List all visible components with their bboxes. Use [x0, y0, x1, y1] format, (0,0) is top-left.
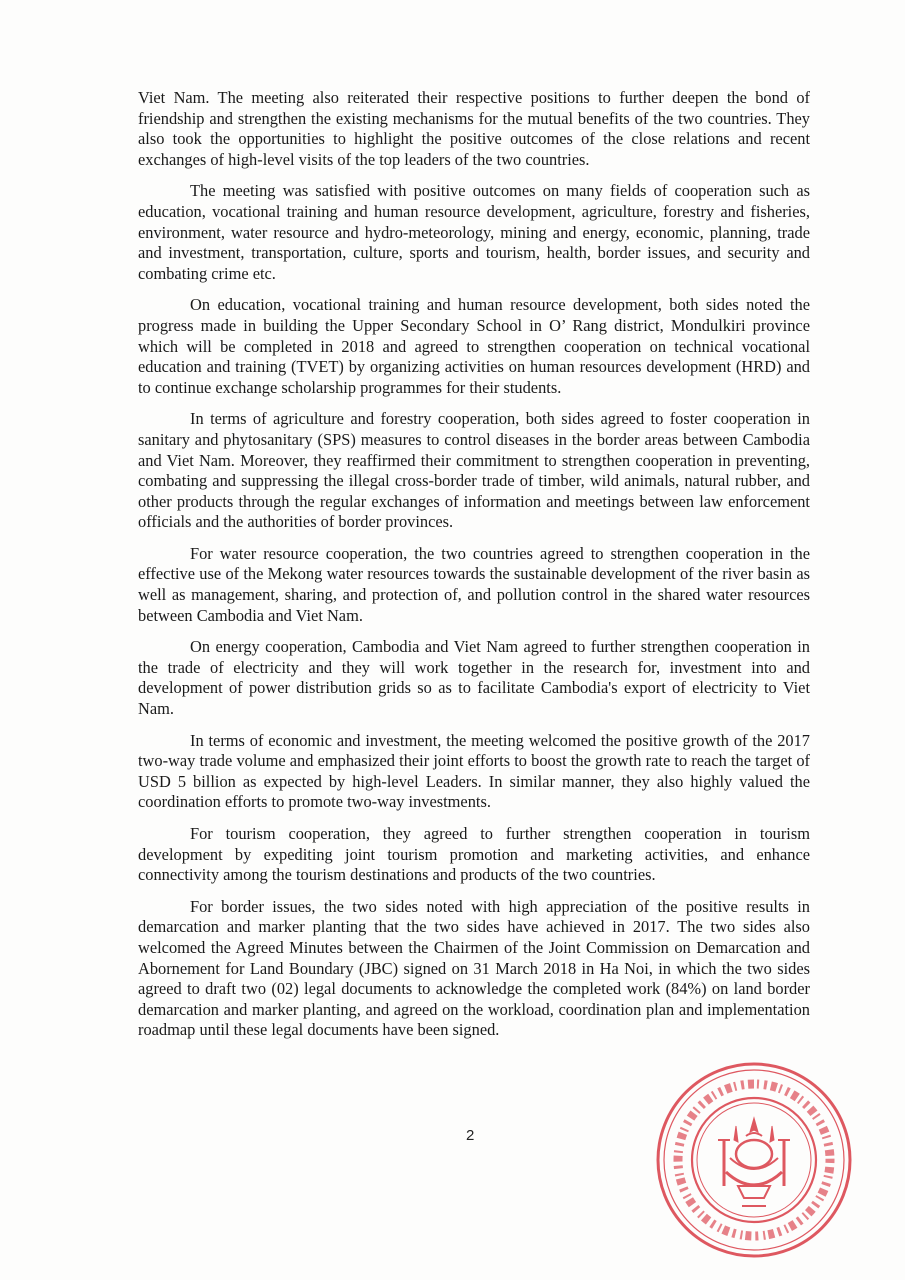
paragraph-outcomes: The meeting was satisfied with positive outcomes on many fields of cooperation such as education, vocational training and human resource development, agriculture, forestry and fisheries, environment, water resource and hydro-meteorology, mining and energy, economic, planning, trade and investment, transportation, culture, sports and tourism, health, border issues, and security and combating crime etc.	[138, 181, 810, 283]
paragraph-border-issues: For border issues, the two sides noted with high appreciation of the positive results in demarcation and marker planting that the two sides have achieved in 2017. The two sides also welcomed the Agreed Minutes between the Chairmen of the Joint Commission on Demarcation and Abornement for Land Boundary (JBC) signed on 31 March 2018 in Ha Noi, in which the two sides agreed to draft two (02) legal documents to acknowledge the completed work (84%) on land border demarcation and marker planting, and agreed on the workload, coordination plan and implementation roadmap until these legal documents have been signed.	[138, 896, 810, 1040]
paragraph-tourism: For tourism cooperation, they agreed to further strengthen cooperation in tourism development by expediting joint tourism promotion and marketing activities, and enhance connectivity among the tourism destinations and products of the two countries.	[138, 824, 810, 885]
official-seal-icon	[654, 1060, 854, 1260]
paragraph-water-resource: For water resource cooperation, the two countries agreed to strengthen cooperation in the effective use of the Mekong water resources towards the sustainable development of the river basin as well as management, sharing, and protection of, and pollution control in the shared water resources between Cambodia and Viet Nam.	[138, 543, 810, 625]
paragraph-economic: In terms of economic and investment, the meeting welcomed the positive growth of the 2017 two-way trade volume and emphasized their joint efforts to boost the growth rate to reach the target of USD 5 billion as expected by high-level Leaders. In similar manner, they also highly valued the coordination efforts to promote two-way investments.	[138, 730, 810, 812]
paragraph-energy: On energy cooperation, Cambodia and Viet Nam agreed to further strengthen cooperation in the trade of electricity and they will work together in the research for, investment into and development of power distribution grids so as to facilitate Cambodia's export of electricity to Viet Nam.	[138, 637, 810, 719]
paragraph-agriculture: In terms of agriculture and forestry cooperation, both sides agreed to foster cooperation in sanitary and phytosanitary (SPS) measures to control diseases in the border areas between Cambodia and Viet Nam. Moreover, they reaffirmed their commitment to strengthen cooperation in preventing, combating and suppressing the illegal cross-border trade of timber, wild animals, natural rubber, and other products through the regular exchanges of information and meetings between law enforcement officials and the authorities of border provinces.	[138, 409, 810, 532]
paragraph-continuation: Viet Nam. The meeting also reiterated their respective positions to further deepen the bond of friendship and strengthen the existing mechanisms for the mutual benefits of the two countries. They also took the opportunities to highlight the positive outcomes of the close relations and recent exchanges of high-level visits of the top leaders of the two countries.	[138, 88, 810, 169]
page-number: 2	[466, 1127, 475, 1144]
document-body	[138, 88, 810, 1052]
paragraph-education: On education, vocational training and human resource development, both sides noted the progress made in building the Upper Secondary School in O’ Rang district, Mondulkiri province which will be completed in 2018 and agreed to strengthen cooperation on technical vocational education and training (TVET) by organizing activities on human resources development (HRD) and to continue exchange scholarship programmes for their students.	[138, 295, 810, 397]
